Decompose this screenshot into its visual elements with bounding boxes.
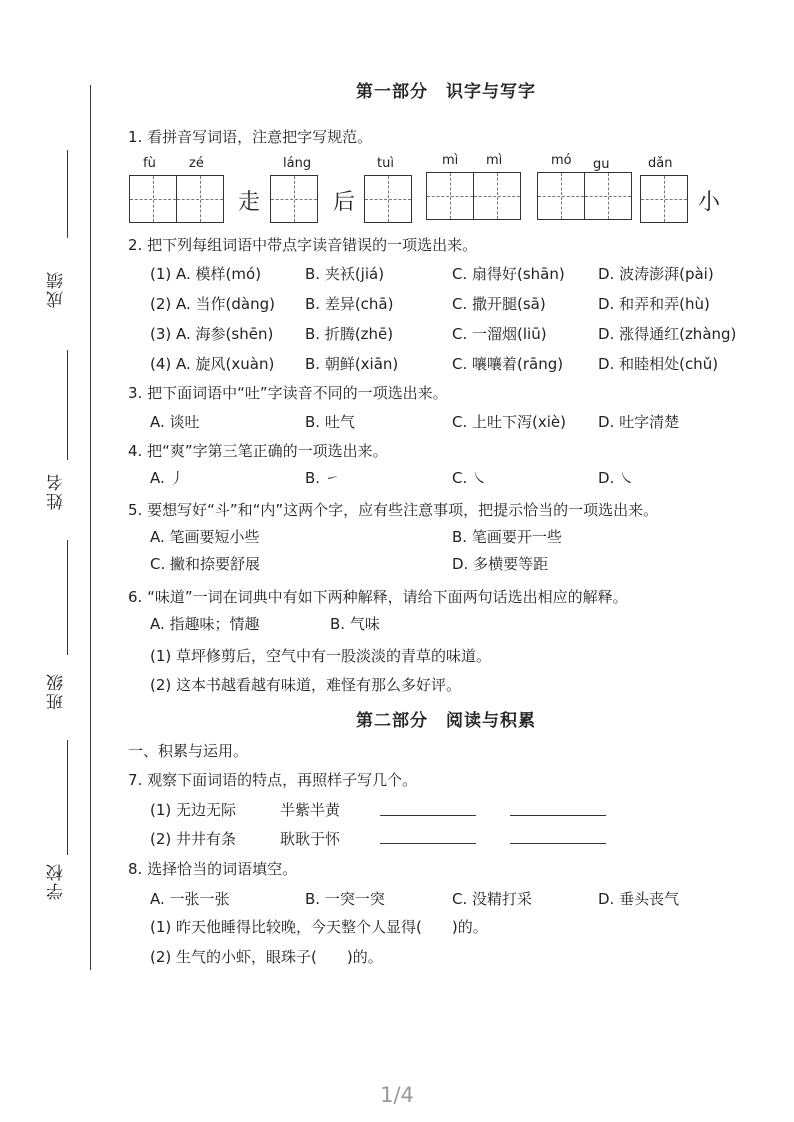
q3-opt-d: D. 吐字清楚 xyxy=(598,413,680,431)
pinyin-2: zé xyxy=(189,156,204,171)
school-label: 学校 xyxy=(47,862,67,900)
q5-text: 5. 要想写好“斗”和“内”这两个字，应有些注意事项，把提示恰当的一项选出来。 xyxy=(128,501,659,519)
q4-opt-a: A. 丿 xyxy=(150,469,185,487)
q2-r3-d: D. 涨得通红(zhàng) xyxy=(598,325,737,343)
q7-r2-blank-2[interactable] xyxy=(510,843,606,844)
q5-opt-b: B. 笔画要开一些 xyxy=(452,528,562,546)
q5-opt-c: C. 撇和捺要舒展 xyxy=(150,555,261,573)
q2-r1-b: B. 夹袄(jiá) xyxy=(305,265,385,283)
q3-opt-c: C. 上吐下泻(xiè) xyxy=(452,413,566,431)
pinyin-3: láng xyxy=(283,156,312,171)
writing-grid-4[interactable] xyxy=(426,172,521,220)
q2-r4-b: B. 朝鲜(xiān) xyxy=(305,355,399,373)
class-label: 班级 xyxy=(47,672,67,710)
q2-r1-c: C. 扇得好(shān) xyxy=(452,265,565,283)
writing-grid-2[interactable] xyxy=(270,175,318,223)
q8-opt-c: C. 没精打采 xyxy=(452,890,533,908)
part1-title: 第一部分 识字与写字 xyxy=(356,82,536,102)
q7-text: 7. 观察下面词语的特点，再照样子写几个。 xyxy=(128,771,418,789)
q4-opt-d: D. ㇏ xyxy=(598,469,635,487)
part2-title: 第二部分 阅读与积累 xyxy=(356,711,536,731)
q7-r1-blank-1[interactable] xyxy=(380,815,476,816)
part2-sub: 一、积累与运用。 xyxy=(128,742,249,760)
q2-r2-a: (2) A. 当作(dàng) xyxy=(150,295,275,313)
q8-opt-d: D. 垂头丧气 xyxy=(598,890,680,908)
q8-sentence-2: (2) 生气的小虾，眼珠子( )的。 xyxy=(150,948,383,966)
name-label: 姓名 xyxy=(47,472,67,510)
q2-r2-c: C. 撒开腿(sā) xyxy=(452,295,546,313)
q2-r2-b: B. 差异(chā) xyxy=(305,295,394,313)
q4-opt-c: C. ㇏ xyxy=(452,469,488,487)
q3-opt-b: B. 吐气 xyxy=(305,413,355,431)
q8-sentence-1: (1) 昨天他睡得比较晚，今天整个人显得( )的。 xyxy=(150,918,488,936)
school-line xyxy=(67,740,68,855)
writing-grid-1[interactable] xyxy=(129,175,224,223)
pinyin-7: mó xyxy=(551,153,572,168)
margin-line xyxy=(90,85,91,970)
q6-sentence-1: (1) 草坪修剪后，空气中有一股淡淡的青草的味道。 xyxy=(150,647,492,665)
q3-opt-a: A. 谈吐 xyxy=(150,413,200,431)
q8-text: 8. 选择恰当的词语填空。 xyxy=(128,860,298,878)
q2-r4-c: C. 嚷嚷着(rāng) xyxy=(452,355,564,373)
q6-opt-a: A. 指趣味；情趣 xyxy=(150,615,260,633)
q2-r3-c: C. 一溜烟(liū) xyxy=(452,325,547,343)
q7-r2-example1: (2) 井井有条 xyxy=(150,830,237,848)
q8-opt-b: B. 一突一突 xyxy=(305,890,385,908)
q2-r1-d: D. 波涛澎湃(pài) xyxy=(598,265,714,283)
q7-r1-example1: (1) 无边无际 xyxy=(150,801,237,819)
given-char-3: 小 xyxy=(698,190,721,215)
class-line xyxy=(67,540,68,655)
pinyin-1: fù xyxy=(143,156,156,171)
q2-r3-a: (3) A. 海参(shēn) xyxy=(150,325,274,343)
given-char-2: 后 xyxy=(333,190,356,215)
q4-text: 4. 把“爽”字第三笔正确的一项选出来。 xyxy=(128,442,388,460)
q6-text: 6. “味道”一词在词典中有如下两种解释，请给下面两句话选出相应的解释。 xyxy=(128,588,628,606)
q2-r2-d: D. 和弄和弄(hù) xyxy=(598,295,710,313)
score-label: 成绩 xyxy=(47,270,67,308)
given-char-1: 走 xyxy=(238,190,261,215)
pinyin-6: mì xyxy=(486,153,503,168)
q6-opt-b: B. 气味 xyxy=(330,615,380,633)
q2-r3-b: B. 折腾(zhē) xyxy=(305,325,394,343)
score-line xyxy=(67,150,68,238)
q3-text: 3. 把下面词语中“吐”字读音不同的一项选出来。 xyxy=(128,384,448,402)
q2-r1-a: (1) A. 模样(mó) xyxy=(150,265,262,283)
pinyin-5: mì xyxy=(442,153,459,168)
q8-opt-a: A. 一张一张 xyxy=(150,890,230,908)
name-line xyxy=(67,350,68,460)
pinyin-4: tuì xyxy=(377,156,394,171)
q1-text: 1. 看拼音写词语，注意把字写规范。 xyxy=(128,128,373,146)
writing-grid-6[interactable] xyxy=(640,175,688,223)
q7-r1-blank-2[interactable] xyxy=(510,815,606,816)
q7-r2-blank-1[interactable] xyxy=(380,843,476,844)
writing-grid-5[interactable] xyxy=(537,172,632,220)
q5-opt-d: D. 多横要等距 xyxy=(452,555,549,573)
q7-r1-example2: 半紫半黄 xyxy=(280,801,341,819)
pinyin-8: gu xyxy=(593,157,610,172)
pinyin-9: dǎn xyxy=(648,156,673,171)
q2-r4-d: D. 和睦相处(chǔ) xyxy=(598,355,719,373)
q5-opt-a: A. 笔画要短小些 xyxy=(150,528,260,546)
writing-grid-3[interactable] xyxy=(364,175,412,223)
q2-text: 2. 把下列每组词语中带点字读音错误的一项选出来。 xyxy=(128,236,478,254)
q6-sentence-2: (2) 这本书越看越有味道，难怪有那么多好评。 xyxy=(150,676,462,694)
q7-r2-example2: 耿耿于怀 xyxy=(280,830,341,848)
page-number: 1/4 xyxy=(380,1083,414,1107)
q2-r4-a: (4) A. 旋风(xuàn) xyxy=(150,355,275,373)
q4-opt-b: B. ㇀ xyxy=(305,469,340,487)
